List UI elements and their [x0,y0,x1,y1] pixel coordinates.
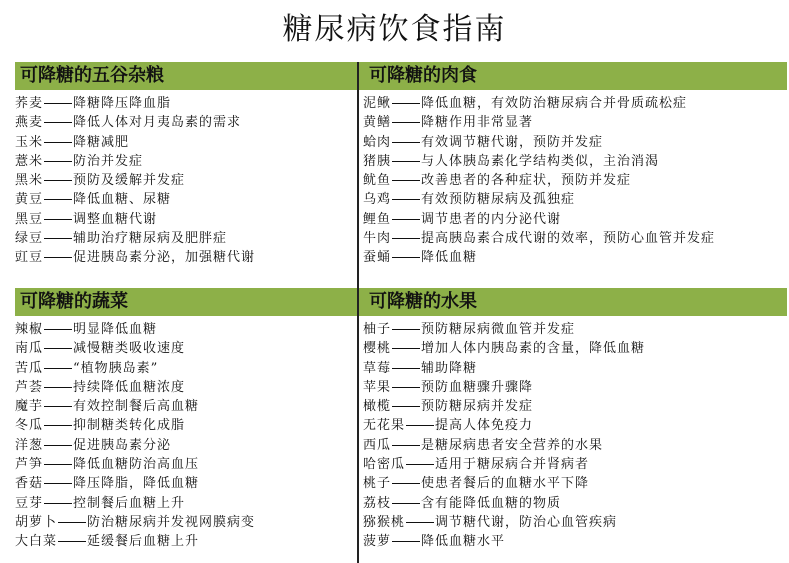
food-name: 芦荟 [15,379,44,395]
list-item [15,171,357,190]
list-item [15,190,357,209]
food-benefit: 调整血糖代谢 [73,211,158,227]
list-item [363,532,787,551]
food-name: 胡萝卜 [15,514,58,530]
food-name: 苹果 [363,379,392,395]
food-benefit: 提高胰岛素合成代谢的效率，预防心血管并发症 [421,231,716,247]
list-item [15,94,357,113]
list-item [363,229,787,248]
dash-separator [392,348,420,349]
dash-separator [44,199,72,200]
food-name: 牛肉 [363,231,392,247]
dash-separator [392,180,420,181]
dash-separator [44,219,72,220]
dash-separator [44,142,72,143]
section-fruit [359,288,787,552]
dash-separator [44,122,72,123]
food-benefit: 有效调节糖代谢，预防并发症 [421,134,604,150]
food-benefit: 预防及缓解并发症 [73,173,186,189]
food-name: 荔枝 [363,495,392,511]
section-header-vegetables: 可降糖的蔬菜 [15,288,357,316]
list-item [15,229,357,248]
dash-separator [406,464,434,465]
list-item [15,210,357,229]
food-benefit: 有效预防糖尿病及孤独症 [421,192,576,208]
food-name: 泥鳅 [363,96,392,111]
dash-separator [392,329,420,330]
list-item [15,494,357,513]
food-name: 菠萝 [363,534,392,550]
food-benefit: 有效控制餐后高血糖 [73,399,200,415]
food-name: 樱桃 [363,341,392,357]
food-name: 苦瓜 [15,360,44,376]
list-item [363,436,787,455]
list-item [15,416,357,435]
list-item [15,436,357,455]
food-benefit: 延缓餐后血糖上升 [87,534,200,550]
food-benefit: 增加人体内胰岛素的含量，降低血糖 [421,341,646,357]
food-benefit: 调节糖代谢，防治心血管疾病 [435,514,618,530]
food-name: 燕麦 [15,115,44,131]
dash-separator [392,387,420,388]
dash-separator [44,238,72,239]
dash-separator [58,522,86,523]
food-name: 哈密瓜 [363,457,406,473]
food-name: 蚕蛹 [363,250,392,266]
dash-separator [44,348,72,349]
dash-separator [44,464,72,465]
food-name: 黑豆 [15,211,44,227]
food-name: 鲤鱼 [363,211,392,227]
list-item [363,190,787,209]
food-name: 豆芽 [15,495,44,511]
dash-separator [392,541,420,542]
food-benefit: 辅助治疗糖尿病及肥胖症 [73,231,228,247]
food-benefit: 预防糖尿病并发症 [421,399,534,415]
list-item [363,320,787,339]
list-item [15,152,357,171]
list-item [15,513,357,532]
food-name: 草莓 [363,360,392,376]
list-item [363,339,787,358]
food-name: 洋葱 [15,437,44,453]
food-benefit: 减慢糖类吸收速度 [73,341,186,357]
dash-separator [44,503,72,504]
dash-separator [406,425,434,426]
food-benefit: 降低血糖，有效防治糖尿病合并骨质疏松症 [421,96,688,111]
list-item [363,210,787,229]
food-name: 无花果 [363,418,406,434]
food-benefit: 预防血糖骤升骤降 [421,379,534,395]
dash-separator [58,541,86,542]
list-item [363,133,787,152]
food-name: 黄鳝 [363,115,392,131]
food-benefit: 降糖作用非常显著 [421,115,534,131]
list-item [363,474,787,493]
food-benefit: 降低血糖 [421,250,478,266]
food-benefit: 降低血糖防治高血压 [73,457,200,473]
food-benefit: 促进胰岛素分泌，加强糖代谢 [73,250,256,266]
list-item [363,171,787,190]
food-name: 豇豆 [15,250,44,266]
food-benefit: 防治并发症 [73,153,144,169]
list-item [363,455,787,474]
food-benefit: 改善患者的各种症状，预防并发症 [421,173,632,189]
food-name: 蛤肉 [363,134,392,150]
dash-separator [392,483,420,484]
food-benefit: 降压降脂，降低血糖 [73,476,200,492]
food-benefit: 是糖尿病患者安全营养的水果 [421,437,604,453]
dash-separator [44,406,72,407]
dash-separator [44,180,72,181]
list-item [15,359,357,378]
section-header-grains: 可降糖的五谷杂粮 [15,62,357,90]
list-item [15,378,357,397]
food-name: 乌鸡 [363,192,392,208]
list-item [15,339,357,358]
list-item [363,359,787,378]
page-title: 糖尿病饮食指南 [282,12,507,47]
dash-separator [392,257,420,258]
food-benefit: 提高人体免疫力 [435,418,534,434]
food-benefit: 使患者餐后的血糖水平下降 [421,476,590,492]
food-benefit: 适用于糖尿病合并肾病者 [435,457,590,473]
list-item [15,248,357,267]
list-item [15,133,357,152]
list-item [15,532,357,551]
list-item [15,474,357,493]
section-meat [359,62,787,268]
item-list-grains [15,94,357,268]
food-benefit: 防治糖尿病并发视网膜病变 [87,514,256,530]
food-benefit: “植物胰岛素” [73,360,159,376]
food-benefit: 调节患者的内分泌代谢 [421,211,562,227]
food-name: 薏米 [15,153,44,169]
food-name: 辣椒 [15,322,44,337]
food-benefit: 降低血糖水平 [421,534,506,550]
list-item [15,320,357,339]
dash-separator [392,219,420,220]
dash-separator [44,483,72,484]
section-vegetables [15,288,357,552]
dash-separator [44,329,72,330]
food-name: 南瓜 [15,341,44,357]
list-item [363,494,787,513]
food-benefit: 持续降低血糖浓度 [73,379,186,395]
dash-separator [392,199,420,200]
food-benefit: 与人体胰岛素化学结构类似，主治消渴 [421,153,660,169]
food-name: 鱿鱼 [363,173,392,189]
list-item [363,513,787,532]
food-name: 柚子 [363,322,392,337]
list-item [363,248,787,267]
food-name: 魔芋 [15,399,44,415]
section-header-meat: 可降糖的肉食 [359,62,787,90]
dash-separator [406,522,434,523]
food-benefit: 降糖降压降血脂 [73,96,172,111]
list-item [15,455,357,474]
food-name: 橄榄 [363,399,392,415]
dash-separator [44,103,72,104]
food-benefit: 控制餐后血糖上升 [73,495,186,511]
food-benefit: 降低人体对月夷岛素的需求 [73,115,242,131]
dash-separator [44,368,72,369]
food-name: 芦笋 [15,457,44,473]
food-benefit: 降低血糖、尿糖 [73,192,172,208]
food-name: 猪胰 [363,153,392,169]
dash-separator [44,425,72,426]
list-item [363,378,787,397]
food-benefit: 明显降低血糖 [73,322,158,337]
list-item [363,397,787,416]
food-name: 荞麦 [15,96,44,111]
list-item [363,416,787,435]
food-name: 大白菜 [15,534,58,550]
dash-separator [392,142,420,143]
list-item [15,113,357,132]
list-item [15,397,357,416]
food-benefit: 抑制糖类转化成脂 [73,418,186,434]
dash-separator [392,238,420,239]
dash-separator [392,161,420,162]
dash-separator [392,368,420,369]
food-name: 黄豆 [15,192,44,208]
food-name: 绿豆 [15,231,44,247]
food-name: 桃子 [363,476,392,492]
dash-separator [392,122,420,123]
section-header-fruit: 可降糖的水果 [359,288,787,316]
food-name: 香菇 [15,476,44,492]
section-grains [15,62,357,268]
dash-separator [44,161,72,162]
dash-separator [44,257,72,258]
food-name: 猕猴桃 [363,514,406,530]
dash-separator [392,445,420,446]
dash-separator [392,103,420,104]
dash-separator [44,387,72,388]
list-item [363,152,787,171]
item-list-fruit [359,320,787,552]
dash-separator [392,406,420,407]
food-benefit: 预防糖尿病微血管并发症 [421,322,576,337]
food-name: 黑米 [15,173,44,189]
item-list-meat [359,94,787,268]
dash-separator [392,503,420,504]
list-item [363,113,787,132]
guide-grid [15,62,787,563]
list-item [363,94,787,113]
food-name: 西瓜 [363,437,392,453]
food-benefit: 降糖减肥 [73,134,130,150]
food-benefit: 促进胰岛素分泌 [73,437,172,453]
food-name: 冬瓜 [15,418,44,434]
item-list-vegetables [15,320,357,552]
food-benefit: 辅助降糖 [421,360,478,376]
food-benefit: 含有能降低血糖的物质 [421,495,562,511]
food-name: 玉米 [15,134,44,150]
dash-separator [44,445,72,446]
